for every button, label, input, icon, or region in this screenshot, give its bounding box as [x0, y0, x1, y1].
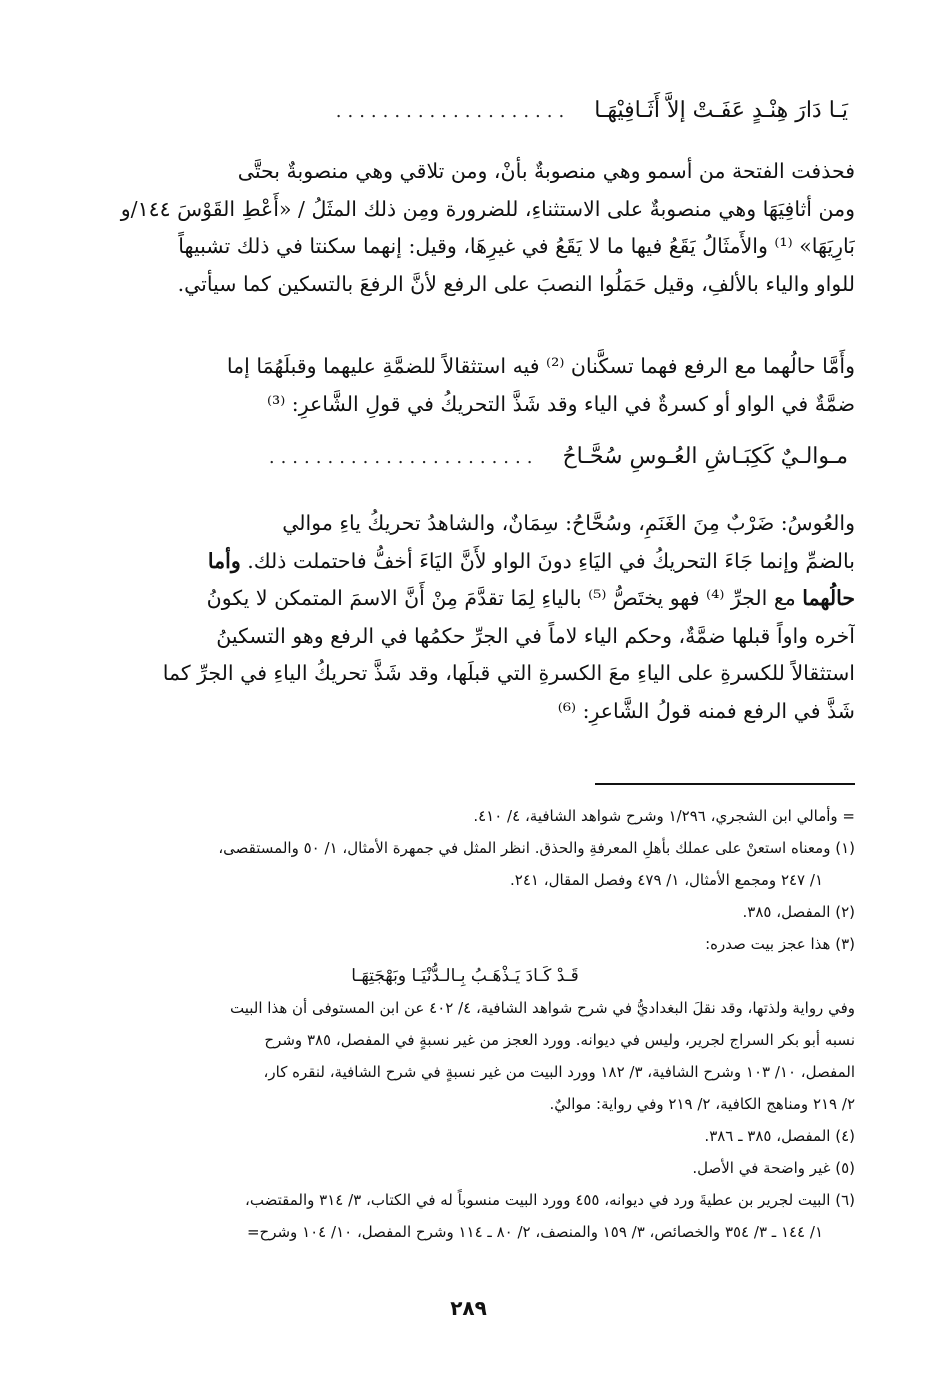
paragraph-3	[95, 505, 855, 730]
footnote-6-cont: ١/ ١٤٤ ـ ٣/ ٣٥٤ والخصائص، ٣/ ١٥٩ والمنصف، ٢/ ٨٠ ـ ١١٤ وشرح المفصل، ١٠/ ١٠٤ وشرح=	[246, 1223, 823, 1241]
footnote-3-text: وفي رواية ولذتها، وقد نقلَ البغداديُّ في شرح شواهد الشافية، ٤/ ٤٠٢ عن ابن المستوفى أن هذا البيت	[230, 999, 855, 1017]
footnotes	[75, 800, 855, 1248]
verse-text: يَـا دَارَ هِنْـدٍ عَفَـتْ إلاَّ أَثَـافِيْهَـا	[594, 98, 848, 123]
verse-text: مـوالـيٌ كَكِبَـاشِ العُـوسِ سُحَّـاحُ	[562, 444, 848, 469]
footnote-5: (٥) غير واضحة في الأصل.	[692, 1159, 855, 1177]
footnote-3-text: نسبه أبو بكر السراج لجرير، وليس في ديوانه. وورد العجز من غير نسبةٍ في المفصل، ٣٨٥ وشرح	[264, 1031, 855, 1049]
footnote-4: (٤) المفصل، ٣٨٥ ـ ٣٨٦.	[704, 1127, 855, 1145]
text-line	[95, 580, 855, 618]
text-line: والعُوسُ: ضَرْبٌ مِنَ الغَنَمِ، وسُحَّاحُ: سِمَانٌ، والشاهدُ تحريكُ ياءِ موالي	[282, 511, 855, 535]
text-line: آخره واواً قبلها ضمَّةٌ، وحكم الياء لاماً في الجرِّ حكمُها في الرفع وهو التسكينُ	[216, 623, 855, 648]
text-span: مع الجرِّ ⁽⁴⁾ فهو يختَصُّ ⁽⁵⁾ بالياءِ لِمَا تقدَّمَ مِنْ أَنَّ الاسمَ المتمكن لا يكونُ	[206, 586, 803, 610]
bold-heading: حالُهما	[802, 586, 855, 610]
verse-line-1	[110, 98, 848, 123]
text-line: ضمَّةٌ في الواو أو كسرةٌ في الياء وقد شَذَّ التحريكُ في قولِ الشَّاعرِ: ⁽³⁾	[266, 391, 855, 416]
page-number: ٢٨٩	[450, 1296, 487, 1320]
footnote-continuation: = وأمالي ابن الشجري، ١/٢٩٦ وشرح شواهد الشافية، ٤/ ٤١٠.	[473, 807, 855, 825]
footnote-2: (٢) المفصل، ٣٨٥.	[742, 903, 855, 921]
text-line: فحذفت الفتحة من أسمو وهي منصوبةٌ بأنْ، ومن تلاقي وهي منصوبةٌ بحتَّى	[237, 159, 855, 183]
text-line: وأَمَّا حالُهما مع الرفع فهما تسكَّنان ⁽²⁾ فيه استثقالاً للضمَّةِ عليهما وقبلَهُمَا إما	[226, 354, 855, 378]
footnote-1: (١) ومعناه استعنْ على عملك بأهلِ المعرفةِ والحذق. انظر المثل في جمهرة الأمثال، ١/ ٥٠ والمستقصى،	[218, 839, 855, 857]
text-line: بَارِيَهَا» ⁽¹⁾ والأَمثَالُ يَقَعُ فيها ما لا يَقَعُ في غيرِهَا، وقيل: إنهما سكنتا في ذلك تشبيهاً	[178, 234, 855, 258]
text-line: ومن أثافِيَهَا وهي منصوبةٌ على الاستثناءِ، للضرورة ومِن ذلك المثَلُ / «أَعْطِ القَوْسَ ١٤٤/و	[120, 196, 855, 221]
bold-heading: وأما	[207, 548, 241, 573]
footnote-6: (٦) البيت لجرير بن عطيةَ ورد في ديوانه، ٤٥٥ وورد البيت منسوباً له في الكتاب، ٣/ ٣١٤ والمقتضب،	[245, 1191, 855, 1209]
footnote-3: (٣) هذا عجز بيت صدره:	[705, 935, 855, 953]
text-span: بالضمِّ وإنما جَاءَ التحريكُ في اليَاءِ دونَ الواو لأَنَّ اليَاءَ أخفُّ فاحتملت ذلك.	[247, 548, 855, 573]
verse-dots: ....................	[335, 101, 571, 122]
text-line: شَذَّ في الرفع فمنه قولُ الشَّاعرِ: ⁽⁶⁾	[557, 698, 855, 723]
paragraph-1	[95, 153, 855, 303]
verse-line-2	[110, 444, 848, 469]
paragraph-2	[95, 348, 855, 423]
text-line: للواو والياء بالألفِ، وقيل حَمَلُوا النصبَ على الرفع لأنَّ الرفعَ بالتسكين كما سيأتي.	[177, 271, 855, 296]
text-line	[95, 543, 855, 581]
verse-dots: .......................	[268, 447, 539, 468]
footnote-separator	[595, 783, 855, 785]
footnote-3-text: المفصل، ١٠/ ١٠٣ وشرح الشافية، ٣/ ١٨٢ وورد البيت من غير نسبةٍ في شرح الشافية، لنقره كار،	[263, 1063, 855, 1081]
footnote-1-cont: ١/ ٢٤٧ ومجمع الأمثال، ١/ ٤٧٩ وفصل المقال، ٢٤١.	[510, 871, 823, 889]
footnote-3-verse: قَـدْ كَـادَ يَـذْهَـبُ بِـالـدُّنْيَـا وبَهْجَتِهَـا	[351, 966, 579, 986]
text-line: استثقالاً للكسرةِ على الياءِ معَ الكسرةِ التي قبلَها، وقد شَذَّ تحريكُ الياءِ في الجرِّ كما	[162, 661, 855, 685]
footnote-3-text: ٢/ ٢١٩ ومناهج الكافية، ٢/ ٢١٩ وفي رواية: مواليٌ.	[549, 1095, 855, 1113]
